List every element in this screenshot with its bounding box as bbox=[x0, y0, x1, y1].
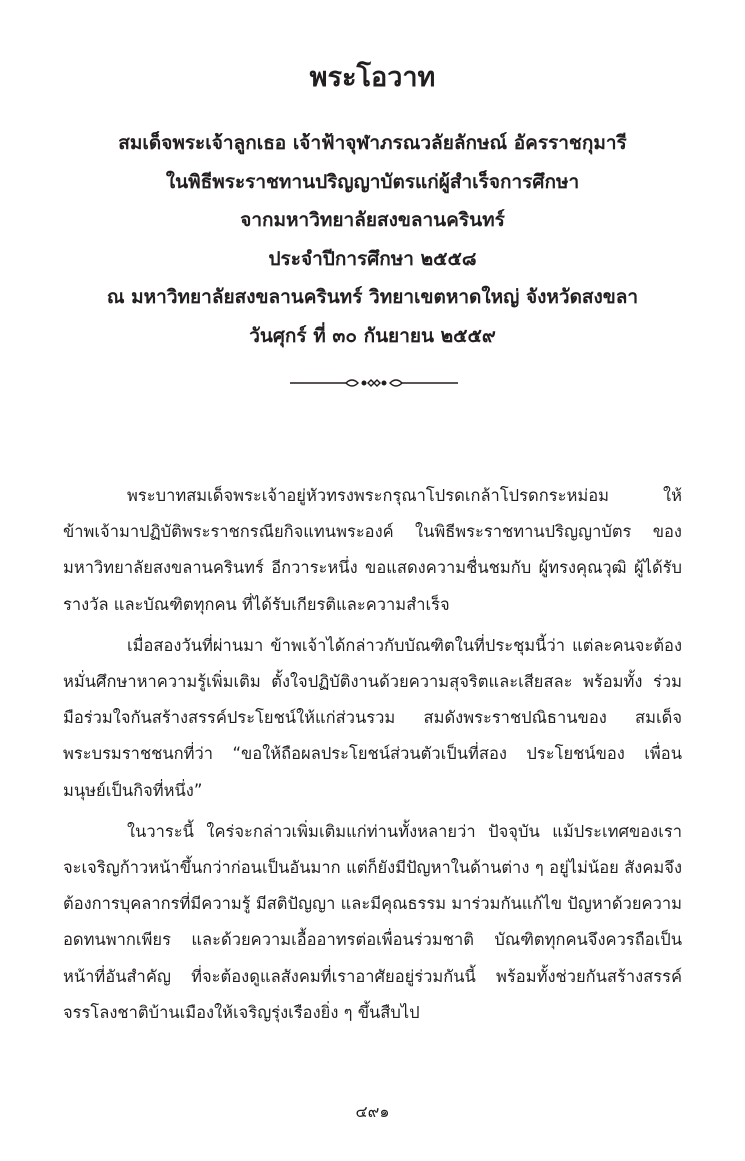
header-line-academic-year: ประจำปีการศึกษา ๒๕๕๘ bbox=[268, 247, 477, 270]
paragraph-exhortation: ในวาระนี้ ใคร่จะกล่าวเพิ่มเติมแก่ท่านทั้งหลายว่า ปัจจุบัน แม้ประเทศของเรา จะเจริญก้าวหน้าขึ้นกว่าก่อนเป็นอันมาก แต่ก็ยังมีปัญหาในด้านต่าง ๆ อยู่ไม่น้อย สังคมจึงต้องการบุคลากรที่มีความรู้ มีสติปัญญา และมีคุณธรรม มาร่วมกันแก้ไข ปัญหาด้วยความอดทนพากเพียร และด้วยความเอื้ออาทรต่อเพื่อนร่วมชาติ บัณฑิตทุกคนจึงควรถือเป็นหน้าที่อันสำคัญ ที่จะต้องดูแลสังคมที่เราอาศัยอยู่ร่วมกันนี้ พร้อมทั้งช่วยกันสร้างสรรค์จรรโลงชาติบ้านเมืองให้เจริญรุ่งเรืองยิ่ง ๆ ขึ้นสืบไป bbox=[63, 821, 682, 1022]
header-line-speaker: สมเด็จพระเจ้าลูกเธอ เจ้าฟ้าจุฬาภรณวลัยลักษณ์ อัครราชกุมารี bbox=[118, 132, 627, 154]
header-line-ceremony: ในพิธีพระราชทานปริญญาบัตรแก่ผู้สำเร็จการศึกษา bbox=[165, 170, 580, 193]
speech-body bbox=[63, 478, 682, 1036]
document-title: พระโอวาท bbox=[309, 62, 436, 93]
page-number: ๔๙๑ bbox=[355, 1102, 390, 1121]
paragraph-congratulations: พระบาทสมเด็จพระเจ้าอยู่หัวทรงพระกรุณาโปรดเกล้าโปรดกระหม่อม ให้ข้าพเจ้ามาปฏิบัติพระราชกรณียกิจแทนพระองค์ ในพิธีพระราชทานปริญญาบัตร ของมหาวิทยาลัยสงขลานครินทร์ อีกวาระหนึ่ง ขอแสดงความชื่นชมกับ ผู้ทรงคุณวุฒิ ผู้ได้รับรางวัล และบัณฑิตทุกคน ที่ได้รับเกียรติและความสำเร็จ bbox=[63, 486, 682, 614]
ornament-divider-icon bbox=[288, 373, 460, 393]
header-line-date: วันศุกร์ ที่ ๓๐ กันยายน ๒๕๕๙ bbox=[249, 324, 496, 347]
document-header bbox=[60, 124, 685, 355]
paragraph-recollection: เมื่อสองวันที่ผ่านมา ข้าพเจ้าได้กล่าวกับบัณฑิตในที่ประชุมนี้ว่า แต่ละคนจะต้อง หมั่นศึกษาหาความรู้เพิ่มเติม ตั้งใจปฏิบัติงานด้วยความสุจริตและเสียสละ พร้อมทั้ง ร่วมมือร่วมใจกันสร้างสรรค์ประโยชน์ให้แก่ส่วนรวม สมดังพระราชปณิธานของ สมเด็จพระบรมราชชนกที่ว่า “ขอให้ถือผลประโยชน์ส่วนตัวเป็นที่สอง ประโยชน์ของ เพื่อนมนุษย์เป็นกิจที่หนึ่ง” bbox=[63, 635, 682, 800]
header-line-location: ณ มหาวิทยาลัยสงขลานครินทร์ วิทยาเขตหาดใหญ่ จังหวัดสงขลา bbox=[106, 286, 639, 308]
header-line-university: จากมหาวิทยาลัยสงขลานครินทร์ bbox=[240, 209, 505, 231]
